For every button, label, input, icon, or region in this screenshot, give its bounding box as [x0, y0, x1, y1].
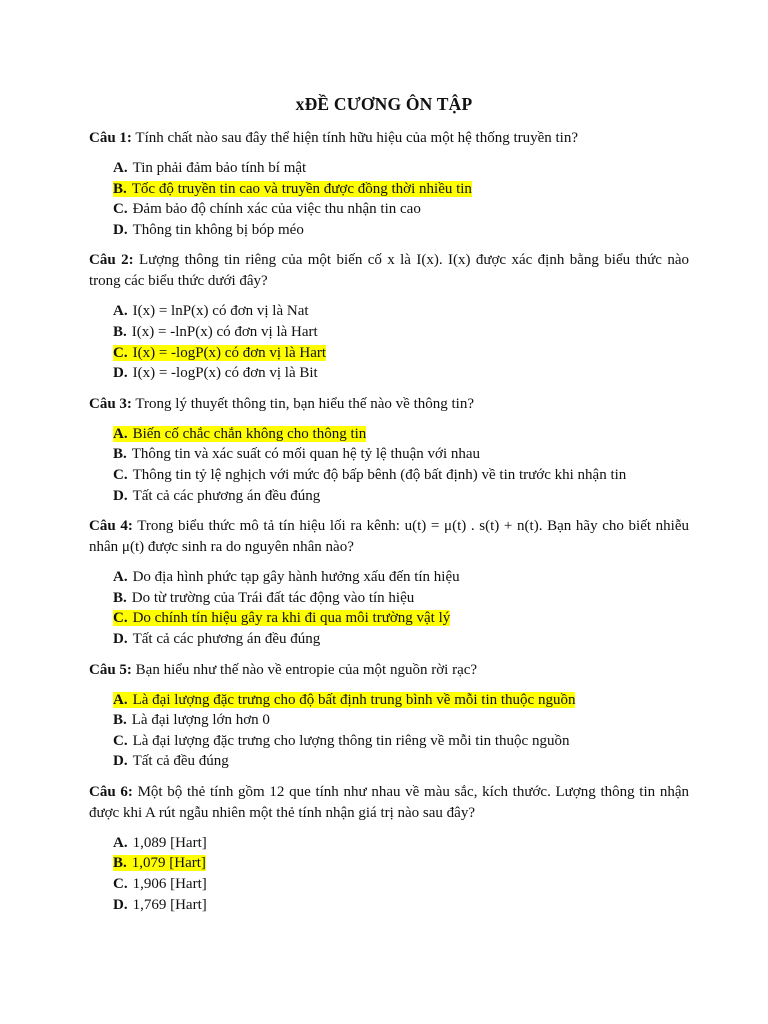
option-text: 1,769 [Hart] [132, 896, 207, 913]
question-body: Trong biểu thức mô tả tín hiệu lối ra kênh: u(t) = μ(t) . s(t) + n(t). Bạn hãy cho biết nhiễu nhân μ(t) được sinh ra do nguyên nhân nào? [89, 518, 690, 556]
option-letter: B. [113, 855, 127, 872]
highlight-mark [113, 692, 575, 708]
option-letter: A. [113, 834, 128, 851]
option-text: I(x) = -logP(x) có đơn vị là Hart [132, 344, 327, 361]
answer-option-highlighted [89, 343, 689, 364]
option-text: 1,906 [Hart] [132, 876, 207, 893]
question-list [89, 128, 689, 925]
option-letter: A. [113, 569, 128, 586]
option-text: Do địa hình phức tạp gây hành hưởng xấu đến tín hiệu [132, 569, 460, 586]
answer-option [89, 895, 689, 916]
option-text: 1,079 [Hart] [131, 855, 206, 872]
option-letter: B. [113, 323, 127, 340]
option-letter: C. [113, 610, 128, 627]
option-letter: B. [113, 180, 127, 197]
question-text [89, 128, 689, 149]
answer-options [89, 301, 689, 383]
option-text: Thông tin không bị bóp méo [132, 221, 304, 238]
answer-option-highlighted [89, 179, 689, 200]
question-number: Câu 5: [89, 661, 132, 678]
highlight-mark [113, 855, 206, 871]
question-number: Câu 1: [89, 130, 132, 146]
highlight-mark [113, 426, 366, 442]
answer-option [89, 444, 689, 465]
answer-option [89, 710, 689, 731]
question-text [89, 660, 689, 681]
option-text: Tất cả các phương án đều đúng [132, 630, 321, 647]
option-text: Là đại lượng đặc trưng cho độ bất định trung bình về mỗi tin thuộc nguồn [132, 691, 576, 708]
question-number: Câu 2: [89, 252, 134, 269]
option-letter: D. [113, 487, 128, 504]
question-number: Câu 6: [89, 783, 133, 800]
answer-options [89, 424, 689, 506]
question-4 [89, 516, 689, 649]
option-text: Biến cố chắc chắn không cho thông tin [132, 425, 367, 442]
option-text: I(x) = -logP(x) có đơn vị là Bit [132, 365, 318, 382]
option-text: Tin phải đảm bảo tính bí mật [132, 160, 307, 176]
option-letter: A. [113, 691, 128, 708]
option-text: Do từ trường của Trái đất tác động vào tín hiệu [131, 589, 415, 606]
answer-option [89, 465, 689, 486]
option-text: Thông tin và xác suất có mối quan hệ tỷ lệ thuận với nhau [131, 446, 481, 463]
answer-option [89, 731, 689, 752]
option-text: Tất cả các phương án đều đúng [132, 487, 321, 504]
question-6 [89, 782, 689, 915]
question-body: Trong lý thuyết thông tin, bạn hiểu thế nào về thông tin? [135, 395, 474, 412]
question-5 [89, 660, 689, 772]
answer-options [89, 833, 689, 915]
answer-option [89, 158, 689, 179]
highlight-mark [113, 345, 326, 361]
option-letter: B. [113, 589, 127, 606]
option-letter: C. [113, 344, 128, 361]
answer-option-highlighted [89, 424, 689, 445]
question-1 [89, 128, 689, 240]
highlight-mark [113, 181, 472, 197]
answer-option [89, 363, 689, 384]
option-text: I(x) = -lnP(x) có đơn vị là Hart [131, 323, 318, 340]
answer-options [89, 690, 689, 772]
answer-options [89, 158, 689, 240]
question-3 [89, 394, 689, 506]
answer-option-highlighted [89, 853, 689, 874]
question-text [89, 250, 689, 292]
answer-option [89, 322, 689, 343]
option-text: Là đại lượng lớn hơn 0 [131, 712, 270, 729]
question-body: Bạn hiểu như thế nào về entropie của một nguồn rời rạc? [135, 661, 478, 678]
answer-option [89, 874, 689, 895]
answer-option-highlighted [89, 690, 689, 711]
option-letter: B. [113, 446, 127, 463]
option-letter: A. [113, 425, 128, 442]
question-2 [89, 250, 689, 383]
option-letter: B. [113, 712, 127, 729]
option-letter: A. [113, 160, 128, 176]
option-text: Là đại lượng đặc trưng cho lượng thông tin riêng về mỗi tin thuộc nguồn [132, 732, 570, 749]
answer-option [89, 301, 689, 322]
option-letter: C. [113, 466, 128, 483]
answer-option [89, 588, 689, 609]
answer-option [89, 220, 689, 241]
page-title: xĐỀ CƯƠNG ÔN TẬP [295, 94, 473, 114]
option-text: I(x) = lnP(x) có đơn vị là Nat [132, 303, 309, 320]
option-text: Đảm bảo độ chính xác của việc thu nhận tin cao [132, 201, 421, 218]
answer-option [89, 567, 689, 588]
question-text [89, 516, 689, 558]
option-text: Tất cả đều đúng [132, 753, 229, 770]
question-body: Lượng thông tin riêng của một biến cố x là I(x). I(x) được xác định bằng biểu thức nào trong các biểu thức dưới đây? [89, 252, 689, 290]
question-text [89, 394, 689, 415]
option-text: Tốc độ truyền tin cao và truyền được đồng thời nhiều tin [131, 180, 472, 197]
highlight-mark [113, 610, 450, 626]
answer-option [89, 833, 689, 854]
option-text: Thông tin tỷ lệ nghịch với mức độ bấp bênh (độ bất định) về tin trước khi nhận tin [132, 466, 627, 483]
option-letter: D. [113, 221, 128, 238]
option-letter: C. [113, 876, 128, 893]
answer-option [89, 629, 689, 650]
option-letter: D. [113, 365, 128, 382]
answer-option-highlighted [89, 608, 689, 629]
option-letter: D. [113, 630, 128, 647]
question-text [89, 782, 689, 824]
answer-option [89, 486, 689, 507]
option-letter: C. [113, 732, 128, 749]
option-letter: D. [113, 753, 128, 770]
question-body: Một bộ thẻ tính gồm 12 que tính như nhau về màu sắc, kích thước. Lượng thông tin nhận được khi A rút ngẫu nhiên một thẻ tính nhận giá trị nào sau đây? [89, 783, 689, 821]
option-text: 1,089 [Hart] [132, 834, 207, 851]
answer-option [89, 751, 689, 772]
question-number: Câu 4: [89, 518, 133, 535]
answer-options [89, 567, 689, 649]
question-body: Tính chất nào sau đây thể hiện tính hữu hiệu của một hệ thống truyền tin? [135, 130, 579, 146]
question-number: Câu 3: [89, 395, 132, 412]
option-text: Do chính tín hiệu gây ra khi đi qua môi trường vật lý [132, 610, 451, 627]
option-letter: A. [113, 303, 128, 320]
option-letter: D. [113, 896, 128, 913]
answer-option [89, 199, 689, 220]
option-letter: C. [113, 201, 128, 218]
